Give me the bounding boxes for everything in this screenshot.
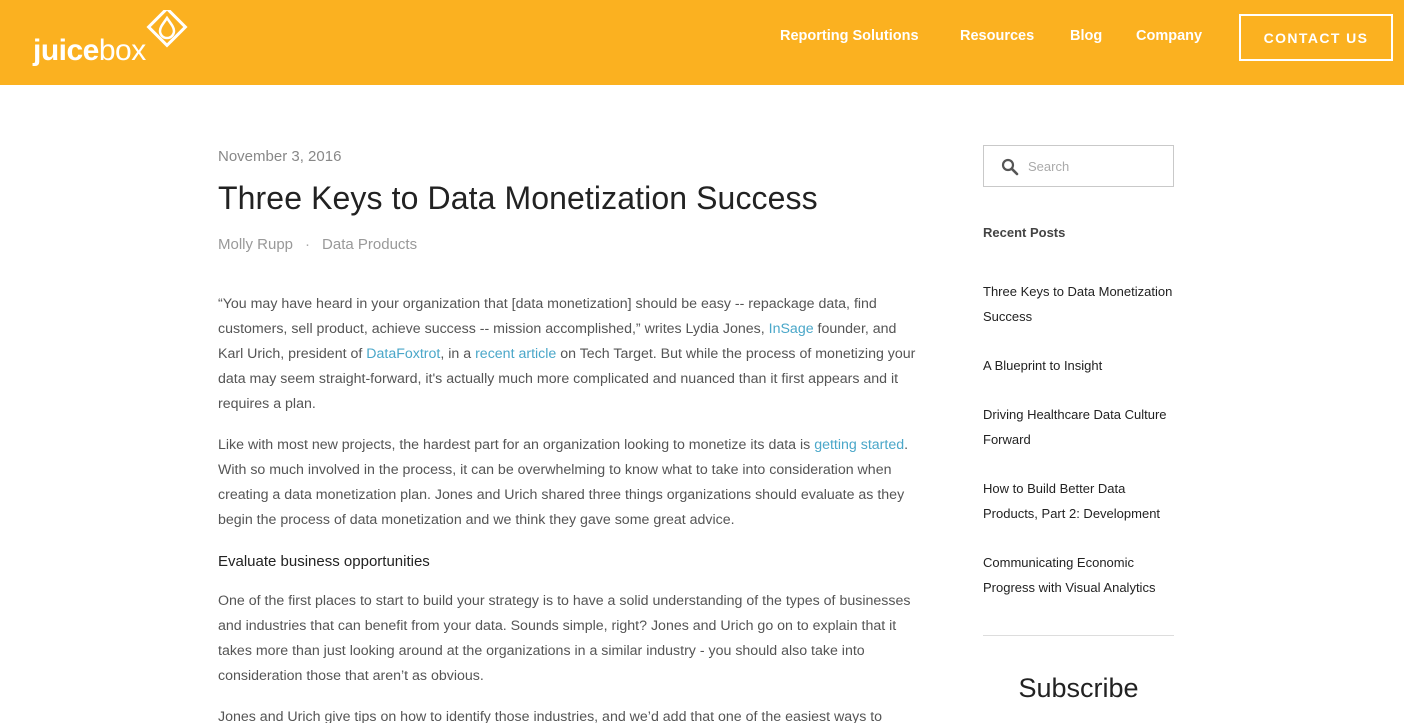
juicebox-logo[interactable] <box>33 10 203 70</box>
logo-wordmark <box>33 34 146 68</box>
post-author-link[interactable]: Molly Rupp <box>218 236 294 253</box>
paragraph-4: Jones and Urich give tips on how to identify those industries, and we’d add that one of the easiest ways to <box>218 709 883 723</box>
recent-post-link-2[interactable]: A Blueprint to Insight <box>983 358 1103 373</box>
nav-reporting-solutions[interactable]: Reporting Solutions <box>780 28 919 44</box>
post-date: November 3, 2016 <box>218 148 342 165</box>
p2-text-a: Like with most new projects, the hardest part for an organization looking to monetize its data is <box>218 437 815 453</box>
paragraph-3: One of the first places to start to build your strategy is to have a solid understanding of the types of businesses and industries that can benefit from your data. Sounds simple, right? Jones and Urich go on to explain that it takes more than just looking around at the organizations in a similar industry - you should also take into consideration those that aren’t as obvious. <box>218 593 911 684</box>
sidebar-divider <box>983 635 1174 636</box>
link-getting-started[interactable]: getting started <box>814 437 905 453</box>
link-insage[interactable]: InSage <box>768 321 814 337</box>
p2-text-b: . With so much involved in the process, it can be overwhelming to know what to take into consideration when creating a data monetization plan. Jones and Urich shared three things organizations should evaluate as they begin the process of data monetization and we think they gave some great advice. <box>218 437 909 528</box>
p1-text-c: , in a <box>440 346 476 362</box>
search-box[interactable] <box>983 145 1174 187</box>
nav-blog[interactable]: Blog <box>1070 28 1103 44</box>
search-icon[interactable] <box>1001 158 1019 176</box>
diamond-drop-logo-icon <box>143 10 193 54</box>
nav-company[interactable]: Company <box>1136 28 1203 44</box>
meta-separator: · <box>305 236 311 253</box>
recent-post-link-5[interactable]: Communicating Economic Progress with Visual Analytics <box>983 555 1156 595</box>
recent-posts-heading: Recent Posts <box>983 225 1066 240</box>
link-recent-article[interactable]: recent article <box>475 346 557 362</box>
post-meta <box>218 236 417 253</box>
paragraph-1 <box>218 292 918 417</box>
logo-word-juice: juice <box>33 34 99 67</box>
search-input[interactable] <box>1028 156 1163 176</box>
logo-word-box: box <box>98 34 146 67</box>
recent-post-link-1[interactable]: Three Keys to Data Monetization Success <box>983 284 1173 324</box>
post-title: Three Keys to Data Monetization Success <box>218 180 818 216</box>
subheading-evaluate-business-opportunities: Evaluate business opportunities <box>218 553 430 570</box>
p1-text-b: founder, and Karl Urich, president of <box>218 321 897 362</box>
p1-text-a: “You may have heard in your organization that [data monetization] should be easy -- repackage data, find customers, sell product, achieve success -- mission accomplished,” writes Lydia Jones, <box>218 296 877 337</box>
recent-post-link-3[interactable]: Driving Healthcare Data Culture Forward <box>983 407 1167 447</box>
p1-text-d: on Tech Target. But while the process of monetizing your data may seem straight-forward, it's actually much more complicated and nuanced than it first appears and it requires a plan. <box>218 346 916 412</box>
site-header <box>0 0 1404 85</box>
link-datafoxtrot[interactable]: DataFoxtrot <box>366 346 441 362</box>
paragraph-2 <box>218 433 918 533</box>
subscribe-heading: Subscribe <box>1018 673 1139 703</box>
nav-resources[interactable]: Resources <box>960 28 1035 44</box>
post-category-link[interactable]: Data Products <box>322 236 418 253</box>
contact-us-button[interactable]: CONTACT US <box>1239 14 1393 61</box>
recent-post-link-4[interactable]: How to Build Better Data Products, Part 2: Development <box>983 481 1161 521</box>
